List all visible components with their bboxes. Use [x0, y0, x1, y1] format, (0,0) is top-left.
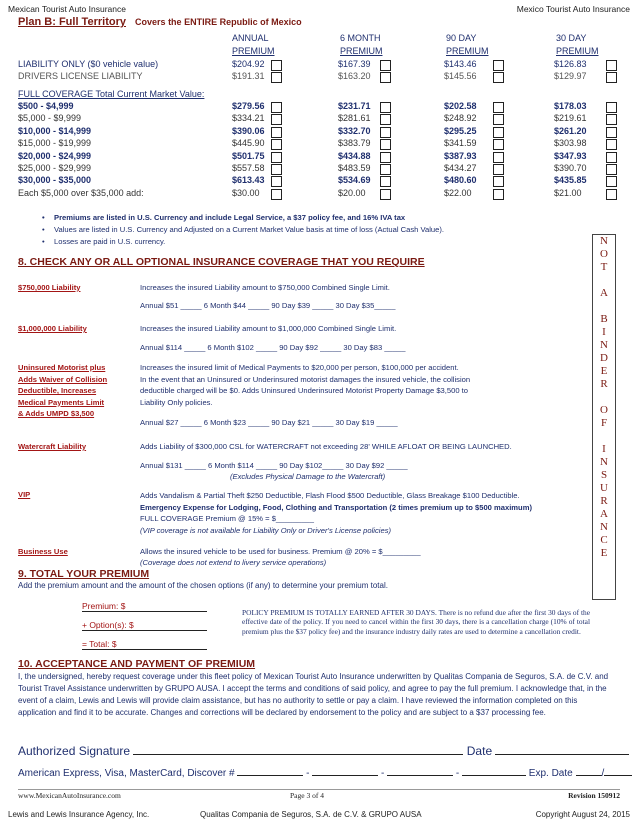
footer-underwriters: Qualitas Compania de Seguros, S.A. de C.V. & GRUPO AUSA — [200, 810, 422, 819]
binder-letter: A — [600, 287, 608, 299]
binder-letter: N — [600, 521, 608, 533]
rate-row — [18, 175, 628, 187]
rate-checkbox[interactable] — [380, 139, 391, 150]
row-label: $5,000 - $9,999 — [18, 113, 82, 124]
rate-checkbox[interactable] — [606, 152, 617, 163]
not-a-binder-box — [592, 234, 616, 600]
option-business-label[interactable]: Business Use — [18, 547, 68, 556]
col-6month-bottom: PREMIUM — [340, 46, 383, 56]
footer-revision: Revision 150912 — [568, 791, 620, 800]
rate-checkbox[interactable] — [493, 72, 504, 83]
binder-letter: T — [600, 261, 608, 273]
option-watercraft-text: Adds Liability of $300,000 CSL for WATERCRAFT not exceeding 28' WHILE AFLOAT OR BEING LAUNCHED. — [140, 442, 512, 451]
header-left: Mexican Tourist Auto Insurance — [8, 4, 126, 14]
rate-checkbox[interactable] — [493, 114, 504, 125]
binder-letter: I — [602, 443, 606, 455]
rate-value: $248.92 — [444, 113, 477, 124]
binder-letter: N — [600, 235, 608, 247]
date-label: Date — [466, 744, 493, 758]
footer-page: Page 3 of 4 — [290, 791, 324, 800]
rate-value: $279.56 — [232, 101, 265, 111]
rate-6month: $163.20 — [338, 71, 371, 81]
section-9-title: 9. TOTAL YOUR PREMIUM — [18, 568, 150, 580]
rate-6month: $167.39 — [338, 59, 371, 69]
card-field-3[interactable] — [387, 775, 453, 776]
binder-letter: U — [600, 482, 608, 494]
exp-month[interactable] — [576, 775, 602, 776]
rate-value: $435.85 — [554, 175, 587, 186]
payment-row: American Express, Visa, MasterCard, Discover # - - - Exp. Date / — [18, 768, 632, 779]
rate-90day: $145.56 — [444, 71, 477, 81]
rate-checkbox[interactable] — [380, 176, 391, 187]
bullet-values: • Values are listed in U.S. Currency and Adjusted on a Current Market Value basis at time of loss (Actual Cash Value). — [54, 225, 444, 234]
rate-checkbox[interactable] — [271, 176, 282, 187]
option-business-note: (Coverage does not extend to livery service operations) — [140, 558, 327, 567]
header-right: Mexico Tourist Auto Insurance — [516, 4, 630, 14]
rate-checkbox[interactable] — [493, 176, 504, 187]
rate-value: $332.70 — [338, 125, 371, 136]
row-label: LIABILITY ONLY ($0 vehicle value) — [18, 59, 159, 69]
option-um-price[interactable]: Annual $27 _____ 6 Month $23 _____ 90 Day $21 _____ 30 Day $19 _____ — [140, 418, 398, 427]
rate-value: $22.00 — [444, 187, 472, 198]
option-watercraft-note: (Excludes Physical Damage to the Watercraft) — [230, 472, 386, 481]
rate-checkbox[interactable] — [271, 139, 282, 150]
rate-value: $30.00 — [232, 187, 260, 198]
option-business-text[interactable]: Allows the insured vehicle to be used for business. Premium @ 20% = $_________ — [140, 547, 421, 556]
rate-value: $21.00 — [554, 187, 582, 198]
rate-value: $231.71 — [338, 101, 371, 111]
rate-value: $303.98 — [554, 138, 587, 149]
rate-value: $202.58 — [444, 101, 477, 111]
rate-checkbox[interactable] — [380, 127, 391, 138]
rate-checkbox[interactable] — [606, 189, 617, 200]
row-label: $10,000 - $14,999 — [18, 125, 92, 136]
rate-checkbox[interactable] — [493, 127, 504, 138]
total-field[interactable]: = Total: $ — [82, 639, 207, 650]
rate-checkbox[interactable] — [606, 114, 617, 125]
rate-checkbox[interactable] — [493, 139, 504, 150]
option-750k-text: Increases the insured Liability amount to $750,000 Combined Single Limit. — [140, 283, 390, 292]
binder-letter: F — [600, 417, 608, 429]
binder-letter: I — [602, 326, 606, 338]
rate-annual: $191.31 — [232, 71, 265, 81]
rate-checkbox[interactable] — [493, 60, 504, 71]
option-1m-label[interactable]: $1,000,000 Liability — [18, 324, 87, 333]
binder-letter: E — [600, 547, 608, 559]
row-label: $30,000 - $35,000 — [18, 175, 92, 186]
rate-value: $390.06 — [232, 125, 265, 136]
signature-label: Authorized Signature — [18, 744, 131, 758]
rate-row — [18, 163, 628, 175]
row-label: $15,000 - $19,999 — [18, 138, 92, 149]
rate-value: $387.93 — [444, 150, 477, 161]
footer-site: www.MexicanAutoInsurance.com — [18, 791, 121, 800]
plan-subtitle: Covers the ENTIRE Republic of Mexico — [135, 17, 302, 27]
rate-value: $445.90 — [232, 138, 265, 149]
rate-checkbox[interactable] — [380, 164, 391, 175]
rate-value: $347.93 — [554, 150, 587, 161]
rate-value: $534.69 — [338, 175, 371, 186]
rate-value: $390.70 — [554, 163, 587, 173]
rate-checkbox[interactable] — [606, 127, 617, 138]
option-watercraft-label[interactable]: Watercraft Liability — [18, 442, 87, 451]
rate-value: $383.79 — [338, 138, 371, 149]
row-label: $20,000 - $24,999 — [18, 150, 92, 161]
binder-letter: O — [600, 404, 608, 416]
row-label: $25,000 - $29,999 — [18, 163, 92, 173]
col-90day-bottom: PREMIUM — [446, 46, 489, 56]
binder-letter — [603, 391, 606, 404]
payment-label: American Express, Visa, MasterCard, Discover # — [18, 768, 235, 779]
rate-30day: $126.83 — [554, 59, 587, 69]
options-field[interactable]: + Option(s): $ — [82, 620, 207, 631]
rate-checkbox[interactable] — [493, 102, 504, 113]
binder-letter: N — [600, 339, 608, 351]
rate-value: $341.59 — [444, 138, 477, 149]
rate-checkbox[interactable] — [271, 189, 282, 200]
rate-value: $434.88 — [338, 150, 371, 161]
signature-line[interactable] — [133, 754, 463, 755]
rate-checkbox[interactable] — [380, 60, 391, 71]
rate-checkbox[interactable] — [493, 189, 504, 200]
rate-row — [18, 113, 628, 125]
rate-row — [18, 138, 628, 150]
exp-year[interactable] — [604, 775, 632, 776]
rate-value: $483.59 — [338, 163, 371, 173]
col-30day-bottom: PREMIUM — [556, 46, 599, 56]
rate-value: $613.43 — [232, 175, 265, 186]
rate-30day: $129.97 — [554, 71, 587, 81]
rate-checkbox[interactable] — [271, 72, 282, 83]
rate-checkbox[interactable] — [271, 60, 282, 71]
binder-letter: S — [600, 469, 608, 481]
option-watercraft-price[interactable]: Annual $131 _____ 6 Month $114 _____ 90 Day $102_____ 30 Day $92 _____ — [140, 461, 408, 470]
option-1m-price[interactable]: Annual $114 _____ 6 Month $102 _____ 90 Day $92 _____ 30 Day $83 _____ — [140, 343, 406, 352]
rate-checkbox[interactable] — [271, 102, 282, 113]
rate-value: $219.61 — [554, 113, 587, 124]
signature-row — [18, 744, 629, 758]
binder-letter: R — [600, 378, 608, 390]
row-label: $500 - $4,999 — [18, 101, 74, 111]
footer-divider — [18, 789, 620, 790]
row-label: DRIVERS LICENSE LIABILITY — [18, 71, 143, 81]
rate-value: $295.25 — [444, 125, 477, 136]
option-750k-label[interactable]: $750,000 Liability — [18, 283, 81, 292]
option-um-label[interactable]: Uninsured Motorist plus Adds Waiver of Collision Deductible, Increases Medical Payments Limit & Adds UMPD $3,500 — [18, 363, 108, 418]
rate-row — [18, 126, 628, 138]
rate-row — [18, 71, 628, 83]
rate-checkbox[interactable] — [380, 72, 391, 83]
binder-letter — [603, 300, 606, 313]
option-750k-price[interactable]: Annual $51 _____ 6 Month $44 _____ 90 Day $39 _____ 30 Day $35_____ — [140, 301, 396, 310]
full-coverage-label: FULL COVERAGE Total Current Market Value: — [18, 89, 205, 99]
binder-letter — [603, 430, 606, 443]
exp-label: Exp. Date — [528, 768, 573, 779]
rate-value: $281.61 — [338, 113, 371, 124]
footer-agency: Lewis and Lewis Insurance Agency, Inc. — [8, 810, 150, 819]
col-annual-top: ANNUAL — [232, 33, 269, 43]
rate-annual: $204.92 — [232, 59, 265, 69]
rate-checkbox[interactable] — [493, 152, 504, 163]
binder-letter: E — [600, 365, 608, 377]
card-field-1[interactable] — [237, 775, 303, 776]
rate-value: $557.58 — [232, 163, 265, 173]
option-vip-text: Adds Vandalism & Partial Theft $250 Deductible, Flash Flood $500 Deductible, Glass Breakage $100 Deductible. Emergency Expense for Lodging, Food, Clothing and Transportation (2 times premium up to $500 maximum) FULL COVERAGE Premium @ 15% = $_________ (VIP coverage is not available for Liability Only or Driver's License policies) — [140, 491, 532, 535]
bullet-losses: • Losses are paid in U.S. currency. — [54, 237, 165, 246]
col-30day-top: 30 DAY — [556, 33, 587, 43]
rate-value: $334.21 — [232, 113, 265, 124]
binder-letter: D — [600, 352, 608, 364]
rate-checkbox[interactable] — [271, 114, 282, 125]
rate-checkbox[interactable] — [271, 127, 282, 138]
section-9-desc: Add the premium amount and the amount of the chosen options (if any) to determine your premium total. — [18, 581, 388, 590]
option-vip-label[interactable]: VIP — [18, 490, 31, 499]
rate-row — [18, 101, 628, 113]
plan-title — [18, 16, 302, 28]
binder-letter: N — [600, 456, 608, 468]
bullet-currency: • Premiums are listed in U.S. Currency and include Legal Service, a $37 policy fee, and 16% IVA tax — [54, 213, 405, 222]
rate-checkbox[interactable] — [606, 164, 617, 175]
col-6month-top: 6 MONTH — [340, 33, 381, 43]
rate-checkbox[interactable] — [606, 60, 617, 71]
rate-checkbox[interactable] — [493, 164, 504, 175]
section-8-title: 8. CHECK ANY OR ALL OPTIONAL INSURANCE COVERAGE THAT YOU REQUIRE — [18, 256, 425, 268]
card-field-4[interactable] — [462, 775, 526, 776]
col-annual-bottom: PREMIUM — [232, 46, 275, 56]
rate-90day: $143.46 — [444, 59, 477, 69]
binder-letter: A — [600, 508, 608, 520]
rate-value: $20.00 — [338, 187, 366, 198]
option-um-text: Increases the insured limit of Medical Payments to $20,000 per person, $100,000 per accident. In the event that an Uninsured or Underinsured motorist damages the insured vehicle, the collision deductible charged will be $0. Adds Uninsured Underinsured Motorist Property Damage $3,500 to Liability Only policies. — [140, 363, 471, 407]
rate-checkbox[interactable] — [606, 72, 617, 83]
col-90day-top: 90 DAY — [446, 33, 477, 43]
card-field-2[interactable] — [312, 775, 378, 776]
section-10-text: I, the undersigned, hereby request coverage under this fleet policy of Mexican Tourist Auto Insurance underwritten by Qualitas Compania de Seguros, S.A. de C.V. and Tourist Travel Assistance underwritten by GRUPO AUSA. I accept the terms and conditions of said policy, and agree to pay the full premium. I acknowledge that, in the event of a claim, Lewis and Lewis will provide claim assistance, but has no authority to settle or pay a claim. I have reviewed the information completed on this application and find it to be accurate. Changes and corrections will be declared by endorsement to the policy and are subject to a $37 processing fee. — [18, 672, 609, 717]
binder-letter: R — [600, 495, 608, 507]
binder-letter: C — [600, 534, 608, 546]
rate-checkbox[interactable] — [380, 189, 391, 200]
rate-value: $480.60 — [444, 175, 477, 186]
rate-row — [18, 151, 628, 163]
rate-value: $261.20 — [554, 125, 587, 136]
footer-copyright: Copyright August 24, 2015 — [535, 810, 630, 819]
rate-row — [18, 59, 628, 71]
cancellation-notice: POLICY PREMIUM IS TOTALLY EARNED AFTER 30 DAYS. There is no refund due after the first 30 days of the effective date of the policy. If you need to cancel within the first 30 days, there is a cancellation charge (10% of total premium plus the $37 policy fee) and the insurance industry daily rates are used to determine a cancellation credit. — [242, 608, 590, 636]
plan-name: Plan B: Full Territory — [18, 16, 126, 28]
binder-letter: B — [600, 313, 608, 325]
premium-field[interactable]: Premium: $ — [82, 601, 207, 612]
rate-checkbox[interactable] — [606, 102, 617, 113]
binder-letter — [603, 274, 606, 287]
rate-value: $434.27 — [444, 163, 477, 173]
rate-value: $501.75 — [232, 150, 265, 161]
rate-checkbox[interactable] — [606, 176, 617, 187]
rate-row — [18, 188, 628, 200]
section-10-title: 10. ACCEPTANCE AND PAYMENT OF PREMIUM — [18, 658, 256, 670]
date-line[interactable] — [495, 754, 629, 755]
option-1m-text: Increases the insured Liability amount to $1,000,000 Combined Single Limit. — [140, 324, 397, 333]
rate-checkbox[interactable] — [271, 164, 282, 175]
rate-checkbox[interactable] — [380, 102, 391, 113]
rate-checkbox[interactable] — [380, 114, 391, 125]
binder-letter: O — [600, 248, 608, 260]
rate-checkbox[interactable] — [380, 152, 391, 163]
row-label: Each $5,000 over $35,000 add: — [18, 187, 144, 198]
rate-checkbox[interactable] — [606, 139, 617, 150]
rate-value: $178.03 — [554, 101, 587, 111]
rate-checkbox[interactable] — [271, 152, 282, 163]
